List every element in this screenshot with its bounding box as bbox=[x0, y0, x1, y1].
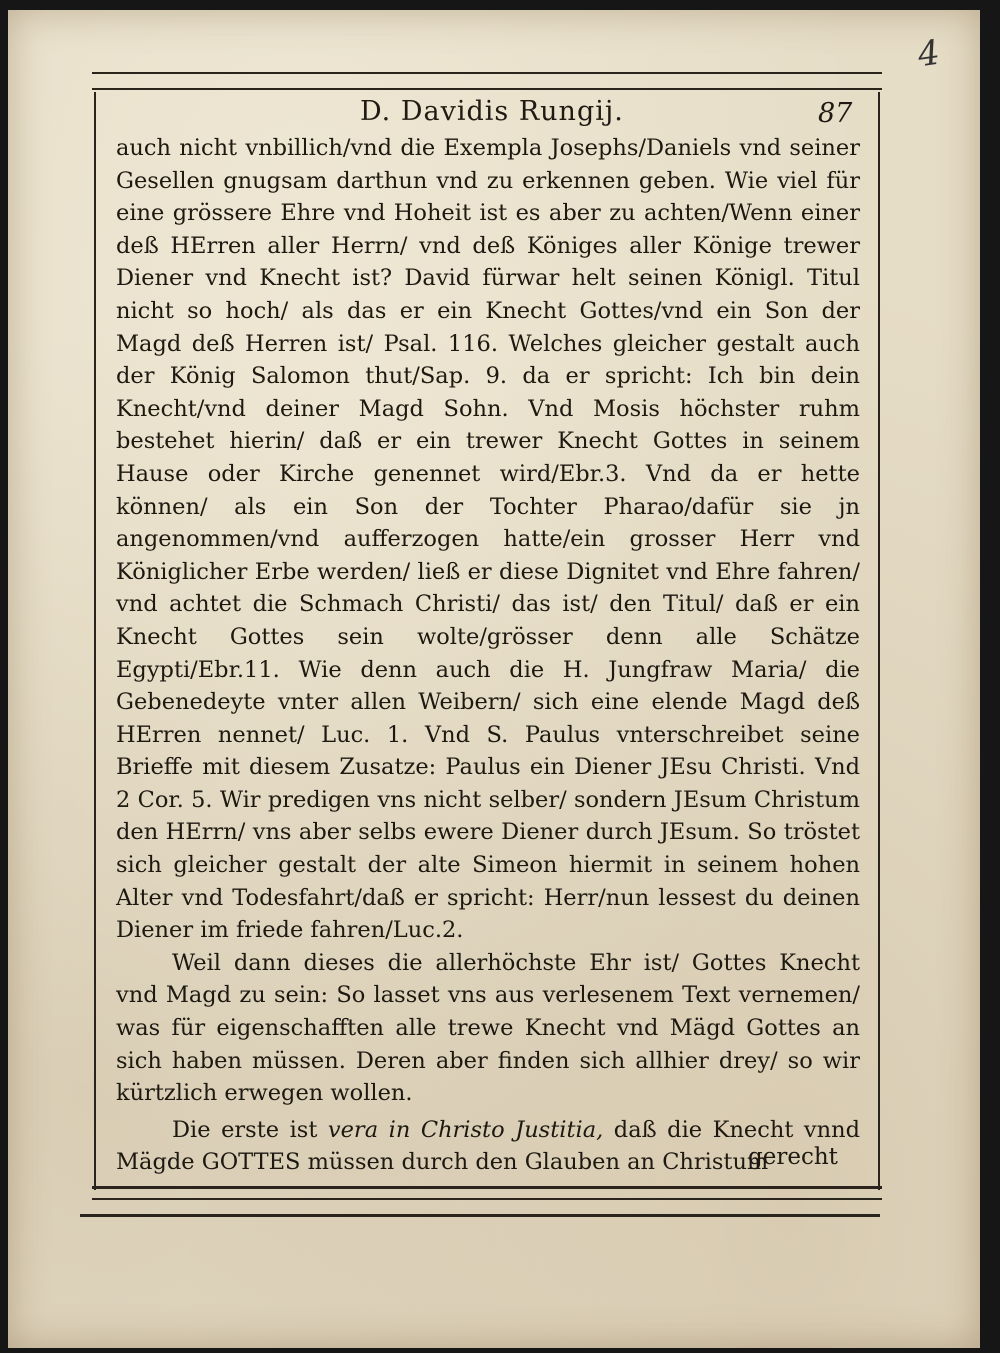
body-text bbox=[116, 132, 860, 1179]
header-rule bbox=[92, 88, 882, 90]
margin-mark: 4 bbox=[915, 32, 943, 76]
base-rule bbox=[80, 1214, 880, 1217]
latin-phrase: vera in Christo Justitia, bbox=[327, 1116, 604, 1143]
top-rule bbox=[92, 72, 882, 74]
paragraph-3-start: Die erste ist bbox=[172, 1116, 328, 1143]
paragraph-1: auch nicht vnbillich/vnd die Exempla Josephs/Daniels vnd seiner Gesellen gnugsam darthun vnd zu erkennen geben. Wie viel für eine grössere Ehre vnd Hoheit ist es aber zu achten/Wenn einer deß HErren aller Herrn/ vnd deß Königes aller Könige trewer Diener vnd Knecht ist? David fürwar helt seinen Königl. Titul nicht so hoch/ als das er ein Knecht Gottes/vnd ein Son der Magd deß Herren ist/ Psal. 116. Welches gleicher gestalt auch der König Salomon thut/Sap. 9. da er spricht: Ich bin dein Knecht/vnd deiner Magd Sohn. Vnd Mosis höchster ruhm bestehet hierin/ daß er ein trewer Knecht Gottes in seinem Hause oder Kirche genennet wird/Ebr.3. Vnd da er hette können/ als ein Son der Tochter Pharao/dafür sie jn angenommen/vnd aufferzogen hatte/ein grosser Herr vnd Königlicher Erbe werden/ ließ er diese Dignitet vnd Ehre fahren/ vnd achtet die Schmach Christi/ das ist/ den Titul/ daß er ein Knecht Gottes sein wolte/grösser denn alle Schätze Egypti/Ebr.11. Wie denn auch die H. Jungfraw Maria/ die Gebenedeyte vnter allen Weibern/ sich eine elende Magd deß HErren nennet/ Luc. 1. Vnd S. Paulus vnterschreibet seine Brieffe mit diesem Zusatze: Paulus ein Diener JEsu Christi. Vnd 2 Cor. 5. Wir predigen vns nicht selber/ sondern JEsum Christum den HErrn/ vns aber selbs ewere Diener durch JEsum. So tröstet sich gleicher gestalt der alte Simeon hiermit in seinem hohen Alter vnd Todesfahrt/daß er spricht: Herr/nun lessest du deinen Diener im friede fahren/Luc.2. bbox=[116, 135, 860, 944]
paragraph-3-end: daß die Knecht vnnd Mägde GOTTES müssen durch den Glauben an Christum bbox=[116, 1116, 861, 1176]
page-number: 87 bbox=[818, 98, 853, 129]
lower-ornament-rule bbox=[92, 1198, 882, 1200]
bottom-rule bbox=[92, 1186, 882, 1189]
catchword: gerecht bbox=[748, 1144, 838, 1170]
page-header bbox=[90, 94, 880, 134]
running-head: D. Davidis Rungij. bbox=[360, 96, 624, 127]
paragraph-2: Weil dann dieses die allerhöchste Ehr ist/ Gottes Knecht vnd Magd zu sein: So lasset vns aus verlesenem Text vernemen/ was für eigenschafften alle trewe Knecht vnd Mägd Gottes an sich haben müssen. Deren aber finden sich allhier drey/ so wir kürtzlich erwegen wollen. bbox=[116, 949, 860, 1107]
